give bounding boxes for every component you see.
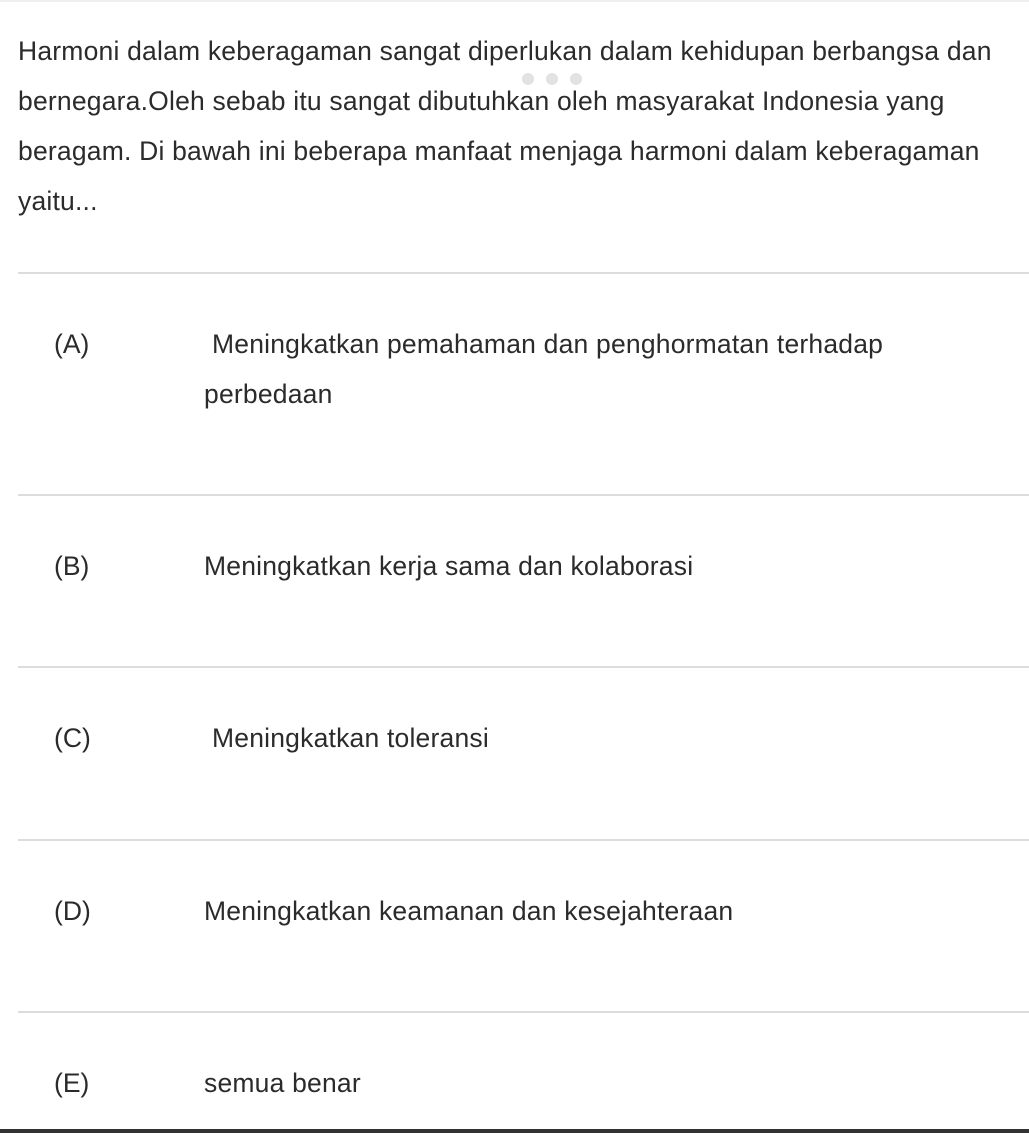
option-e[interactable] [18,1011,1029,1131]
option-b-letter: (B) [54,551,90,581]
option-d-letter: (D) [54,896,91,926]
dot-icon [546,73,558,85]
dot-icon [570,73,582,85]
answer-options [18,272,1029,1131]
option-a[interactable] [18,272,1029,494]
dot-icon [522,73,534,85]
option-c-letter: (C) [54,723,91,753]
more-options-icon[interactable] [522,73,582,85]
top-divider [0,0,1029,2]
bottom-divider [0,1129,1029,1133]
option-c-text: Meningkatkan toleransi [212,723,489,753]
option-e-text: semua benar [204,1068,361,1098]
option-d[interactable] [18,839,1029,1011]
option-e-letter: (E) [54,1068,90,1098]
question-text: Harmoni dalam keberagaman sangat diperlukan dalam kehidupan berbangsa dan bernegara.Oleh sebab itu sangat dibutuhkan oleh masyarakat Indonesia yang beragam. Di bawah ini beberapa manfaat menjaga harmoni dalam keberagaman yaitu... [18,36,992,216]
option-a-letter: (A) [54,329,90,359]
option-d-text: Meningkatkan keamanan dan kesejahteraan [204,896,734,926]
option-c[interactable] [18,666,1029,839]
option-a-text: Meningkatkan pemahaman dan penghormatan terhadap perbedaan [204,329,884,409]
option-b-text: Meningkatkan kerja sama dan kolaborasi [204,551,694,581]
option-b[interactable] [18,494,1029,666]
